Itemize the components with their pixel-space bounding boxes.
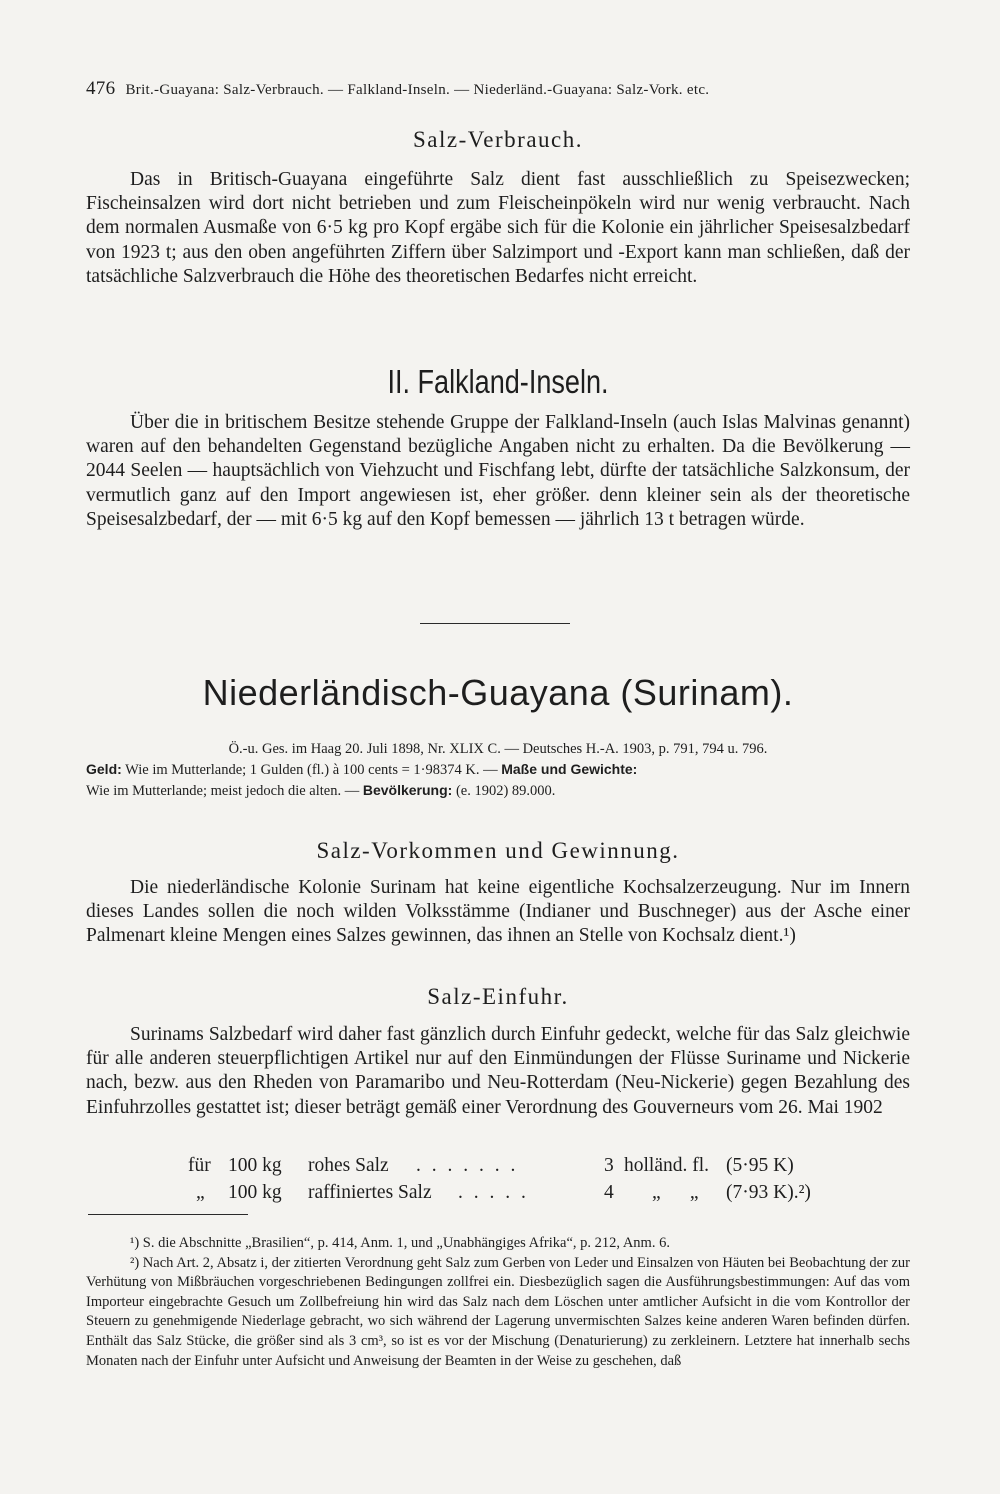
tariff-row (86, 1152, 910, 1179)
heading-salz-einfuhr: Salz-Einfuhr. (427, 984, 569, 1009)
meta-currency-line (86, 759, 910, 780)
tariff-item: raffiniertes Salz (308, 1182, 432, 1203)
paragraph-text: Die niederländische Kolonie Surinam hat keine eigentliche Kochsalzerzeugung. Nur im Innern dieses Landes sollen die noch wilden Volksstämme (Indianer und Buschneger) aus der Asche einer Palmenart kleine Mengen eines Salzes gewinnen, das ihnen an Stelle von Kochsalz dient.¹) (86, 877, 910, 947)
footnote-1: ¹) S. die Abschnitte „Brasilien“, p. 414, Anm. 1, und „Unabhängiges Afrika“, p. 212, Anm. 6. (130, 1235, 670, 1251)
tariff-prefix: „ (196, 1182, 205, 1203)
paragraph-text: Über die in britischem Besitze stehende Gruppe der Falkland-Inseln (auch Islas Malvinas genannt) waren auf den behandelten Gegenstand bezügliche Angaben nicht zu erhalten. Da die Bevölkerung — 2044 Seelen — hauptsächlich von Viehzucht und Fischfang lebt, dürfte der tatsächliche Salzkonsum, der vermutlich ganz auf den Import angewiesen ist, eher größer. denn kleiner sein als der theoretische Speisesalzbedarf, der — mit 6·5 kg auf den Kopf bemessen — jährlich 13 t betragen würde. (86, 412, 910, 530)
meta-masse-label: Maße und Gewichte: (501, 761, 638, 777)
country-metadata (86, 739, 910, 801)
paragraph-salz-vorkommen (86, 876, 910, 949)
heading-salz-vorkommen: Salz-Vorkommen und Gewinnung. (316, 838, 680, 863)
meta-bevoelkerung-text: (e. 1902) 89.000. (455, 783, 556, 799)
tariff-rate: 3 (604, 1155, 614, 1176)
tariff-equivalent: (5·95 K) (726, 1155, 794, 1176)
section-divider (420, 623, 570, 624)
running-head-title: Brit.-Guayana: Salz-Verbrauch. — Falkland-Inseln. — Niederländ.-Guayana: Salz-Vork. etc. (125, 82, 710, 98)
meta-geld-label: Geld: (86, 761, 122, 777)
meta-bevoelkerung-label: Bevölkerung: (362, 782, 453, 798)
meta-masse-text: Wie im Mutterlande; meist jedoch die alten. — (86, 783, 360, 799)
tariff-leader-dots: . . . . . . . (416, 1155, 519, 1176)
running-head (86, 78, 916, 100)
heading-falkland-inseln: II. Falkland-Inseln. (387, 363, 609, 400)
tariff-leader-dots: . . . . . (458, 1182, 529, 1203)
tariff-item: rohes Salz (308, 1155, 389, 1176)
paragraph-falkland (86, 411, 910, 532)
tariff-prefix: für (188, 1155, 211, 1176)
paragraph-text: Das in Britisch-Guayana eingeführte Salz dient fast ausschließlich zu Speisezwecken; Fischeinsalzen wird dort nicht betrieben und zum Fleischeinpökeln wird nur wenig verbraucht. Nach dem normalen Ausmaße von 6·5 kg pro Kopf ergäbe sich für die Kolonie ein jährlicher Speisesalzbedarf von 1923 t; aus den oben angeführten Ziffern über Salzimport und -Export kann man schließen, daß der tatsächliche Salzverbrauch die Höhe des theoretischen Bedarfes nicht erreicht. (86, 169, 910, 287)
tariff-table (86, 1152, 910, 1206)
page-number: 476 (86, 78, 116, 99)
tariff-row (86, 1179, 910, 1206)
footnotes (86, 1234, 910, 1371)
title-niederlaendisch-guayana: Niederländisch-Guayana (Surinam). (202, 672, 794, 713)
tariff-equivalent: (7·93 K).²) (726, 1182, 811, 1203)
tariff-quantity: 100 kg (228, 1155, 282, 1176)
footnote-2: ²) Nach Art. 2, Absatz i, der zitierten Verordnung geht Salz zum Gerben von Leder und Einsalzen von Häuten bei Beobachtung der zur Verhütung von Mißbräuchen vorgeschriebenen Bedingungen zollfrei ein. Diesbezüglich sagen die Ausführungsbestimmungen: Auf das vom Importeur eingebrachte Gesuch um Zollbefreiung hin wird das Salz nach dem Löschen unter amtlicher Aufsicht in die vom Kontrollor der Steuern zu genehmigende Niederlage gebracht, wo sich während der Lagerung unvermischten Salzes keine anderen Waren befinden dürfen. Enthält das Salz Stücke, die größer sind als 3 cm³, so ist es vor der Mischung (Denaturierung) zu zerkleinern. Letztere hat innerhalb sechs Monaten nach der Einfuhr unter Aufsicht und Anweisung der Beamten in der Weise zu geschehen, daß (86, 1254, 910, 1369)
heading-salz-verbrauch: Salz-Verbrauch. (412, 127, 583, 152)
tariff-quantity: 100 kg (228, 1182, 282, 1203)
meta-sources: Ö.-u. Ges. im Haag 20. Juli 1898, Nr. XLIX C. — Deutsches H.-A. 1903, p. 791, 794 u. 796. (228, 741, 768, 757)
tariff-currency: „ „ (652, 1182, 699, 1203)
meta-population-line (86, 780, 910, 801)
footnote-rule (88, 1214, 248, 1215)
paragraph-salz-einfuhr (86, 1023, 910, 1120)
paragraph-text: Surinams Salzbedarf wird daher fast gänzlich durch Einfuhr gedeckt, welche für das Salz gleichwie für alle anderen steuerpflichtigen Artikel nur auf den Einmündungen der Flüsse Suriname und Nickerie nach, bezw. aus den Rheden von Paramaribo und Neu-Rotterdam (Neu-Nickerie) gegen Bezahlung des Einfuhrzolles gestattet ist; dieser beträgt gemäß einer Verordnung des Gouverneurs vom 26. Mai 1902 (86, 1024, 910, 1118)
tariff-currency: holländ. fl. (624, 1155, 710, 1176)
meta-geld-text: Wie im Mutterlande; 1 Gulden (fl.) à 100 cents = 1·98374 K. — (125, 762, 498, 778)
paragraph-salz-verbrauch (86, 168, 910, 289)
tariff-rate: 4 (604, 1182, 614, 1203)
